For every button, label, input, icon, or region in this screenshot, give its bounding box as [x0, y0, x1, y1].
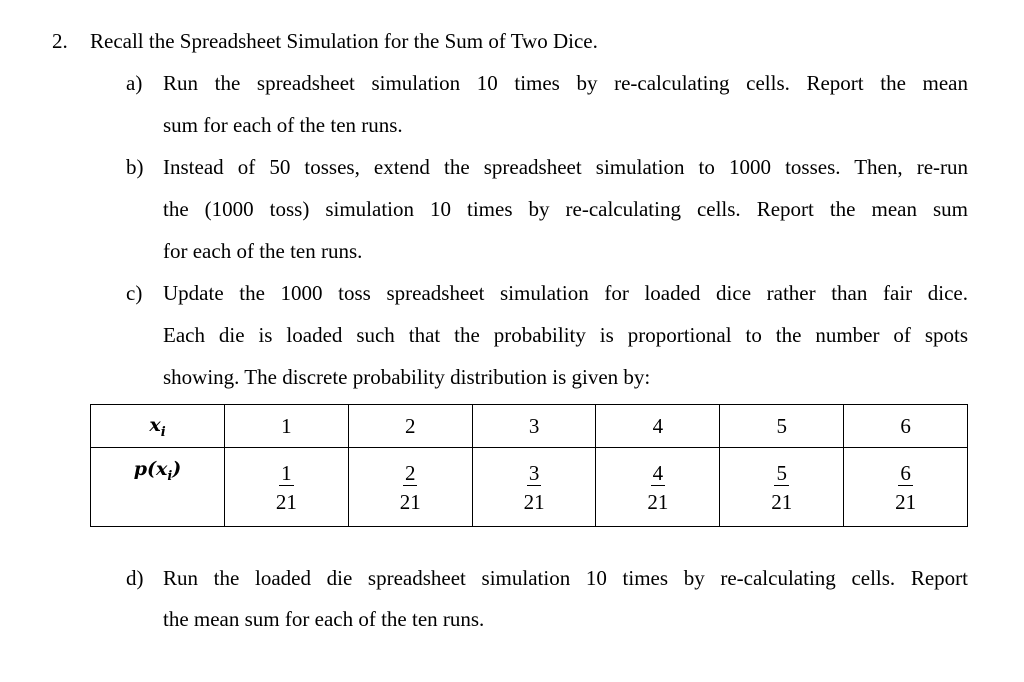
x-header-cell — [91, 405, 225, 448]
fraction-numerator: 3 — [528, 460, 540, 485]
fraction-numerator: 2 — [404, 460, 416, 485]
fraction-numerator: 5 — [776, 460, 787, 485]
part-a-line-1: Run the spreadsheet simulation 10 times by re-calculating cells. Report the mean — [163, 71, 968, 95]
fraction-numerator: 4 — [652, 460, 664, 485]
fraction-numerator: 1 — [281, 460, 292, 485]
x-value-cell: 2 — [348, 405, 472, 448]
fraction-denominator: 21 — [275, 489, 297, 514]
p-value-cell — [225, 448, 349, 527]
part-d-line-1: Run the loaded die spreadsheet simulation 10 times by re-calculating cells. Report — [163, 566, 968, 590]
part-b-line-2: the (1000 toss) simulation 10 times by re-calculating cells. Report the mean sum — [163, 197, 968, 221]
fraction-denominator: 21 — [647, 489, 669, 514]
fraction-denominator: 21 — [399, 489, 421, 514]
part-c-line-2: Each die is loaded such that the probability is proportional to the number of spots — [163, 323, 968, 347]
p-value-cell — [348, 448, 472, 527]
x-value-cell: 4 — [596, 405, 720, 448]
p-value-cell — [720, 448, 844, 527]
part-d-line-2: the mean sum for each of the ten runs. — [163, 607, 485, 631]
fraction — [398, 461, 423, 514]
x-value-cell: 1 — [225, 405, 349, 448]
fraction-denominator: 21 — [523, 489, 545, 514]
fraction — [769, 461, 794, 514]
x-symbol: $x_i$ — [149, 414, 166, 440]
table-row-p — [91, 448, 968, 527]
x-value-cell: 5 — [720, 405, 844, 448]
p-value-cell — [596, 448, 720, 527]
fraction — [274, 461, 299, 514]
fraction — [893, 461, 918, 514]
part-c-marker: c) — [126, 281, 143, 305]
p-value-cell — [844, 448, 968, 527]
probability-distribution-table — [90, 404, 968, 527]
p-symbol: $p(x_i)$ — [133, 458, 182, 484]
part-c-line-3: showing. The discrete probability distribution is given by: — [163, 365, 651, 389]
part-b-marker: b) — [126, 155, 144, 179]
part-a-marker: a) — [126, 71, 143, 95]
part-b-line-1: Instead of 50 tosses, extend the spreadsheet simulation to 1000 tosses. Then, re-run — [163, 155, 968, 179]
x-value-cell: 6 — [844, 405, 968, 448]
fraction — [645, 461, 670, 514]
part-a-line-2: sum for each of the ten runs. — [163, 113, 403, 137]
question-number: 2. — [52, 29, 68, 53]
fraction-numerator: 6 — [900, 460, 911, 485]
p-header-cell — [91, 448, 225, 527]
question-title: Recall the Spreadsheet Simulation for the Sum of Two Dice. — [90, 29, 598, 53]
x-value-cell: 3 — [472, 405, 596, 448]
p-value-cell — [472, 448, 596, 527]
table-row-x — [91, 405, 968, 448]
fraction-denominator: 21 — [771, 489, 793, 514]
part-d-marker: d) — [126, 566, 144, 590]
fraction-denominator: 21 — [895, 489, 917, 514]
part-c-line-1: Update the 1000 toss spreadsheet simulation for loaded dice rather than fair dice. — [163, 281, 968, 305]
part-b-line-3: for each of the ten runs. — [163, 239, 363, 263]
fraction — [522, 461, 547, 514]
